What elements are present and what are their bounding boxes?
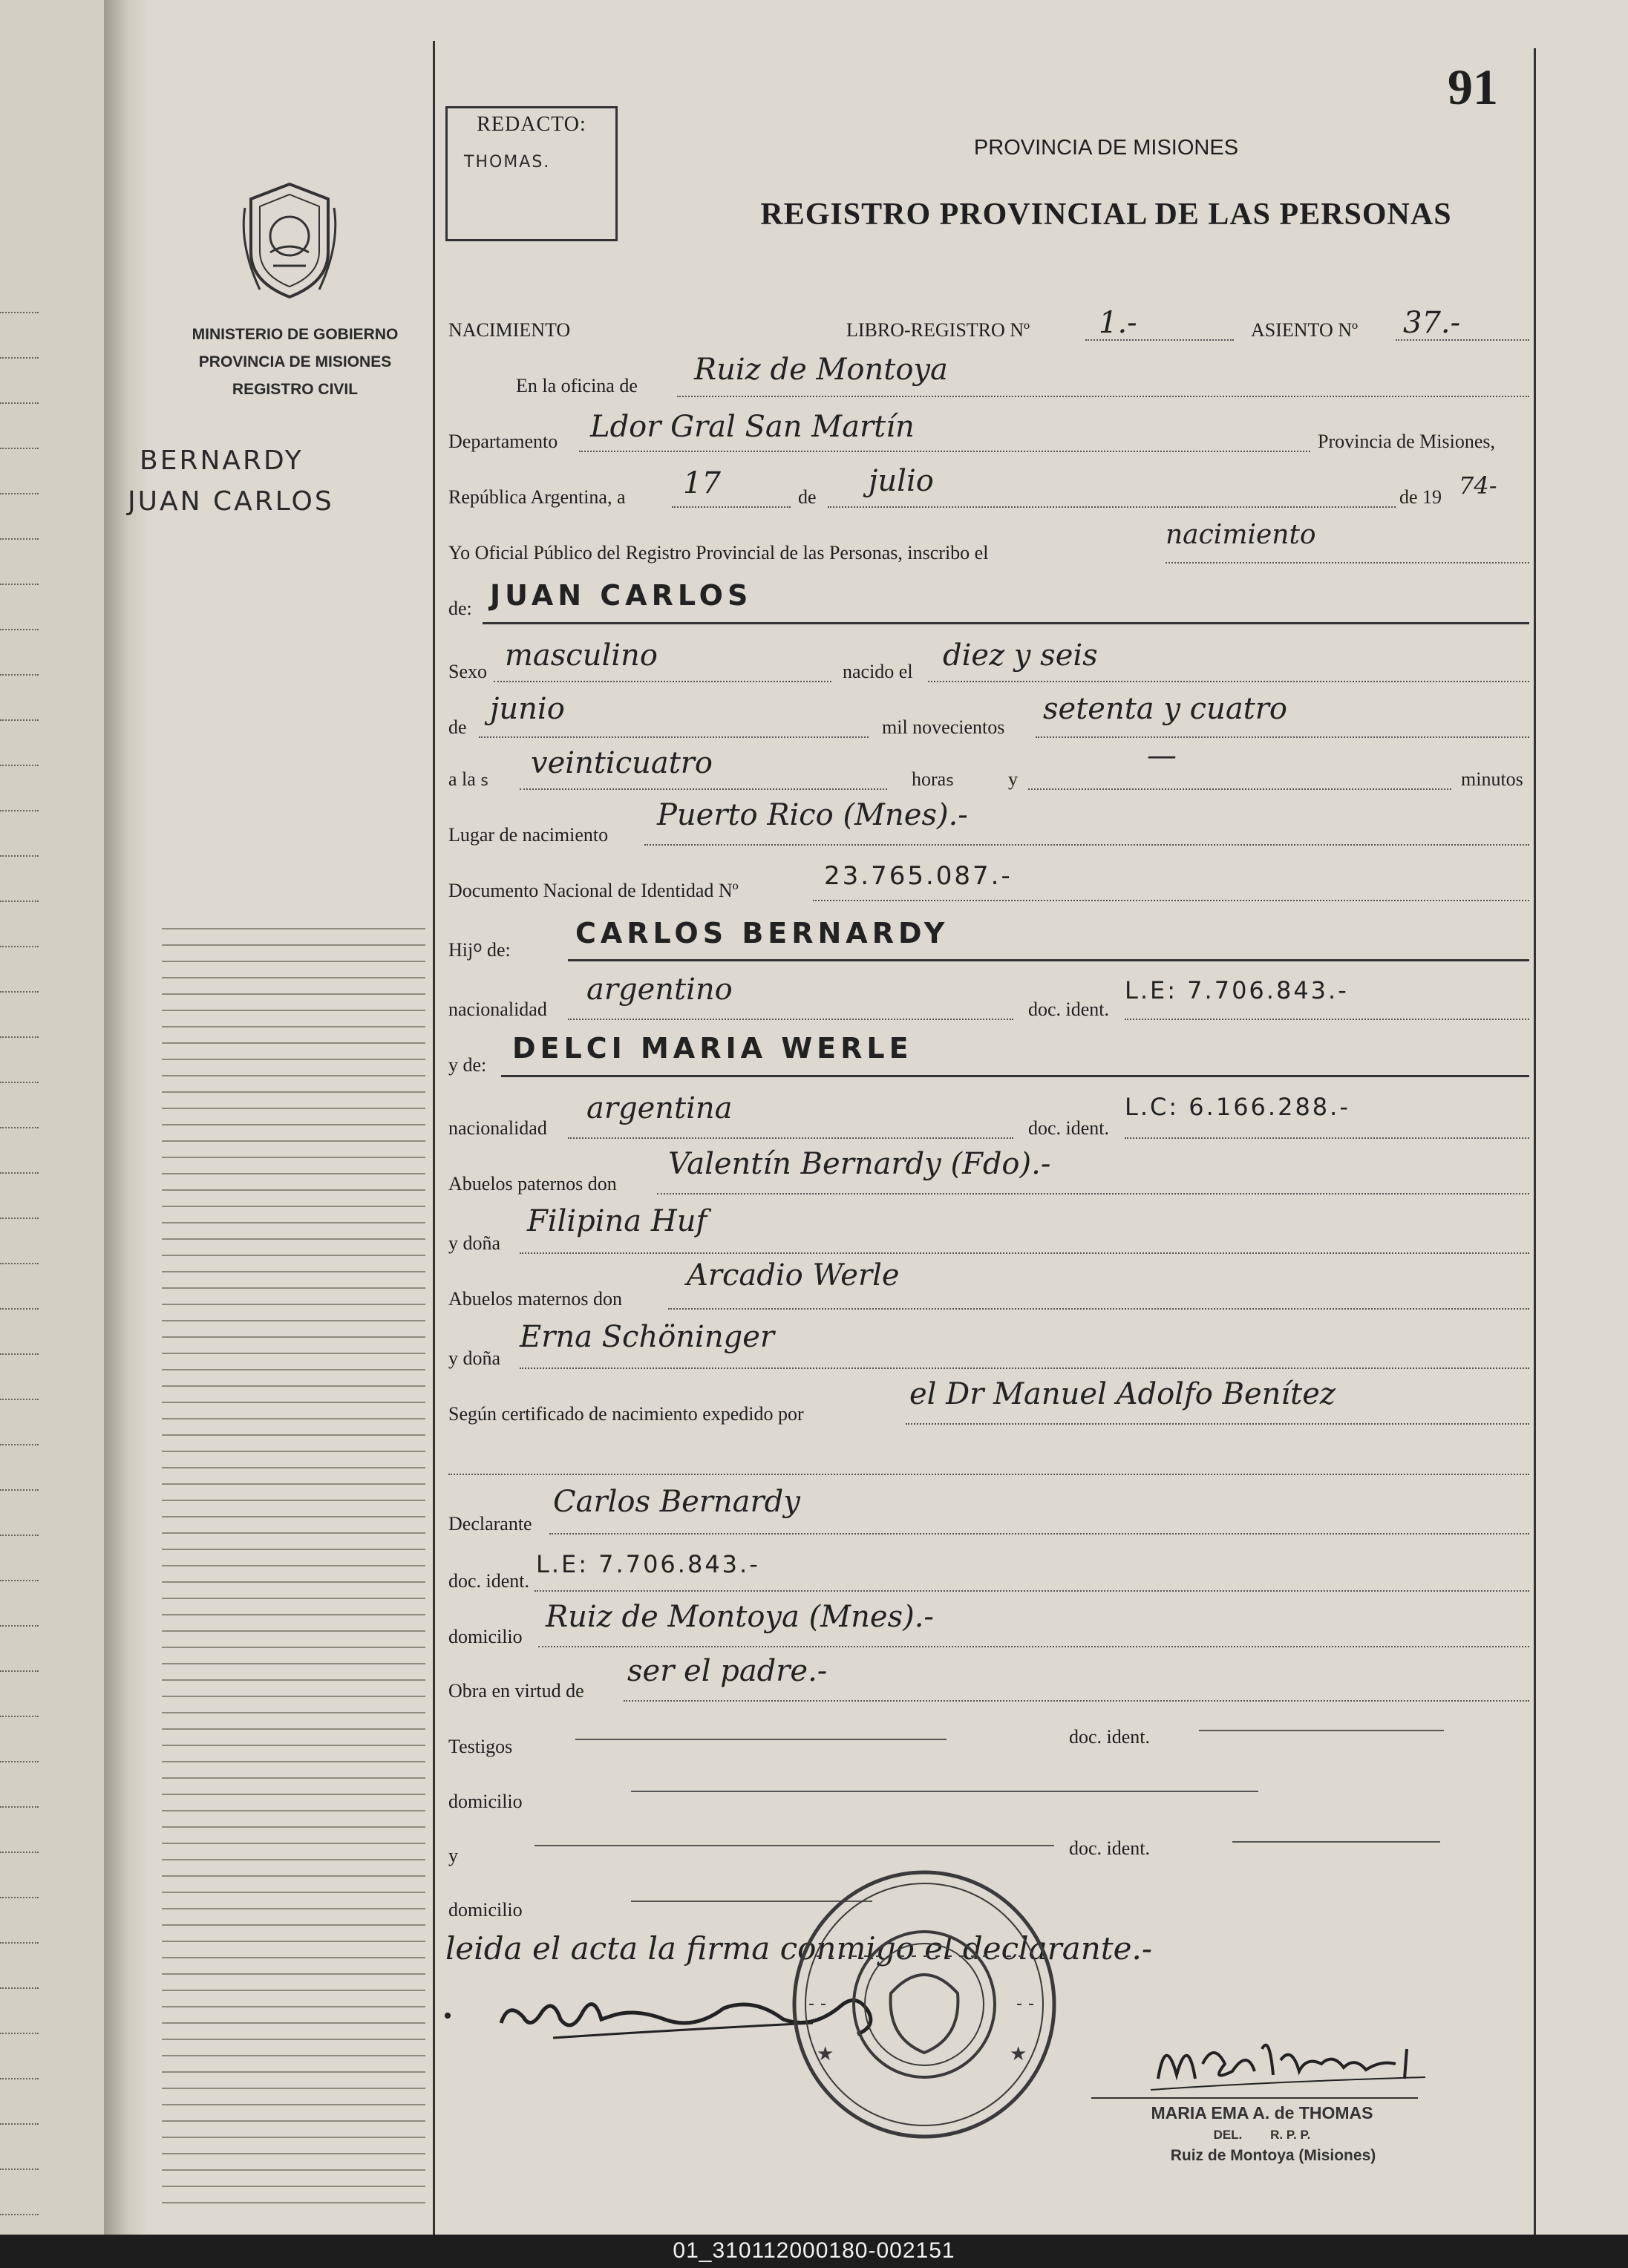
prev-page-dotted-line [0, 946, 39, 947]
madre-line [501, 1075, 1529, 1077]
ministry-line-2: PROVINCIA DE MISIONES [198, 353, 392, 370]
margin-ruled-line [162, 1843, 425, 1844]
dia-value: 17 [683, 466, 721, 500]
ab-pat-label: Abuelos paternos don [448, 1173, 617, 1195]
official-signature-line [1091, 2097, 1418, 2099]
mes-line [828, 506, 1396, 508]
margin-ruled-line [162, 2006, 425, 2007]
header-registry: REGISTRO PROVINCIAL DE LAS PERSONAS [760, 197, 1452, 232]
margin-ruled-line [162, 944, 425, 946]
y-label: y [1008, 768, 1018, 790]
nacido-label: nacido el [843, 661, 913, 682]
provincia-suffix: Provincia de Misiones, [1318, 431, 1496, 452]
padre-line [568, 959, 1529, 961]
de-label: de [798, 486, 817, 508]
prev-page-dotted-line [0, 1489, 39, 1491]
yde-label: y de: [448, 1054, 487, 1076]
cert-label: Según certificado de nacimiento expedido por [448, 1403, 804, 1425]
previous-page-edge [0, 0, 105, 2235]
nac-mes-line [479, 736, 869, 738]
prev-page-dotted-line [0, 1761, 39, 1762]
margin-ruled-line [162, 2186, 425, 2187]
prev-page-dotted-line [0, 991, 39, 993]
margin-ruled-line [162, 1892, 425, 1893]
prev-page-dotted-line [0, 765, 39, 766]
doc5-line [1232, 1841, 1440, 1843]
ministry-heading [160, 321, 431, 403]
obra-line [624, 1700, 1529, 1702]
margin-given-name: JUAN CARLOS [128, 486, 334, 517]
oficina-line [677, 396, 1529, 397]
departamento-line [579, 451, 1310, 452]
cert-line [906, 1423, 1529, 1425]
ab-pat-value: Valentín Bernardy (Fdo).- [668, 1147, 1051, 1181]
doc3-value: L.E: 7.706.843.- [536, 1550, 760, 1578]
margin-ruled-line [162, 2202, 425, 2203]
asiento-label: ASIENTO Nº [1251, 319, 1359, 341]
margin-ruled-line [162, 2104, 425, 2105]
sexo-label: Sexo [448, 661, 487, 682]
prev-page-dotted-line [0, 538, 39, 540]
margin-ruled-line [162, 1108, 425, 1109]
margin-ruled-line [162, 1059, 425, 1060]
margin-ruled-line [162, 1745, 425, 1746]
prev-page-dotted-line [0, 1172, 39, 1174]
form-left-border [433, 41, 435, 2235]
margin-surname: BERNARDY [140, 445, 304, 476]
prev-page-dotted-line [0, 402, 39, 404]
margin-ruled-line [162, 1026, 425, 1027]
dni-value: 23.765.087.- [824, 861, 1013, 891]
domicilio-label: domicilio [448, 1626, 523, 1647]
y2-label: y [448, 1845, 458, 1866]
margin-ruled-line [162, 1990, 425, 1991]
margin-ruled-line [162, 2039, 425, 2040]
doc4-line [1199, 1730, 1444, 1731]
mil-line [1036, 736, 1529, 738]
margin-ruled-line [162, 1973, 425, 1975]
margin-ruled-line [162, 1304, 425, 1305]
margin-ruled-line [162, 1320, 425, 1321]
ab-mat-line [668, 1308, 1529, 1310]
svg-text:★: ★ [817, 2043, 834, 2065]
margin-ruled-line [162, 1402, 425, 1403]
redacto-box [445, 106, 618, 241]
prev-page-dotted-line [0, 357, 39, 359]
margin-ruled-line [162, 1794, 425, 1795]
doc3-label: doc. ident. [448, 1570, 530, 1592]
margin-ruled-line [162, 1500, 425, 1501]
nac1-label: nacionalidad [448, 999, 547, 1020]
record-type: NACIMIENTO [448, 319, 571, 341]
header-province: PROVINCIA DE MISIONES [973, 136, 1239, 160]
alas-s: s [480, 771, 488, 789]
hij-text: Hij [448, 939, 474, 961]
inscribe-value: nacimiento [1166, 520, 1316, 550]
margin-ruled-line [162, 1712, 425, 1713]
margin-ruled-line [162, 1336, 425, 1338]
hora-line [520, 788, 887, 790]
inscribe-line [1166, 562, 1529, 563]
nac1-line [568, 1019, 1013, 1020]
margin-ruled-line [162, 1598, 425, 1599]
declarante-value: Carlos Bernardy [553, 1485, 800, 1519]
minutos-label: minutos [1461, 768, 1523, 790]
margin-ruled-line [162, 2071, 425, 2073]
doc4-label: doc. ident. [1069, 1726, 1151, 1748]
y2-line [535, 1845, 1054, 1846]
lugar-value: Puerto Rico (Mnes).- [657, 798, 968, 832]
prev-page-dotted-line [0, 1263, 39, 1264]
anio-label: de 19 [1399, 486, 1442, 508]
domicilio2-line [631, 1791, 1258, 1792]
hij-label [448, 938, 511, 961]
prev-page-dotted-line [0, 1580, 39, 1581]
ydona1-value: Filipina Huf [527, 1204, 707, 1238]
ab-pat-line [657, 1193, 1529, 1195]
nombre-value: JUAN CARLOS [490, 579, 753, 612]
margin-ruled-line [162, 1532, 425, 1534]
margin-ruled-line [162, 2137, 425, 2138]
doc1-line [1125, 1019, 1529, 1020]
margin-ruled-line [162, 1924, 425, 1926]
republica-label: República Argentina, a [448, 486, 626, 508]
official-office: Ruiz de Montoya (Misiones) [1170, 2147, 1376, 2164]
declarante-label: Declarante [448, 1513, 532, 1535]
ab-mat-label: Abuelos maternos don [448, 1288, 622, 1310]
nac2-value: argentina [586, 1091, 733, 1125]
margin-ruled-line [162, 1124, 425, 1125]
book-gutter [104, 0, 148, 2235]
horas-s: s [946, 771, 954, 789]
margin-ruled-line [162, 1157, 425, 1158]
prev-page-dotted-line [0, 1036, 39, 1038]
ydona2-label: y doña [448, 1347, 501, 1369]
asiento-value: 37.- [1403, 306, 1461, 340]
margin-ruled-line [162, 1271, 425, 1272]
margin-ruled-line [162, 2088, 425, 2089]
prev-page-dotted-line [0, 1308, 39, 1310]
hora-value: veinticuatro [531, 746, 713, 780]
domicilio3-label: domicilio [448, 1899, 523, 1921]
margin-ruled-line [162, 1614, 425, 1615]
testigos-label: Testigos [448, 1736, 513, 1757]
prev-page-dotted-line [0, 448, 39, 449]
nac-mes-label: de [448, 716, 467, 738]
prev-page-dotted-line [0, 1942, 39, 1944]
margin-ruled-line [162, 1728, 425, 1730]
margin-ruled-line [162, 1647, 425, 1648]
prev-page-dotted-line [0, 901, 39, 902]
margin-ruled-line [162, 1222, 425, 1223]
prev-page-dotted-line [0, 493, 39, 494]
prev-page-dotted-line [0, 1670, 39, 1672]
margin-ruled-line [162, 977, 425, 978]
margin-ruled-line [162, 2169, 425, 2171]
prev-page-dotted-line [0, 1852, 39, 1853]
margin-ruled-line [162, 993, 425, 995]
prev-page-dotted-line [0, 2214, 39, 2215]
margin-ruled-line [162, 1679, 425, 1681]
sexo-line [494, 681, 831, 682]
prev-page-dotted-line [0, 674, 39, 676]
domicilio-value: Ruiz de Montoya (Mnes).- [546, 1600, 934, 1634]
departamento-label: Departamento [448, 431, 558, 452]
prev-page-dotted-line [0, 1716, 39, 1717]
prev-page-dotted-line [0, 584, 39, 585]
minutos-line [1028, 788, 1451, 790]
dni-line [813, 900, 1529, 901]
margin-ruled-line [162, 2153, 425, 2154]
departamento-value: Ldor Gral San Martín [590, 410, 915, 444]
prev-page-dotted-line [0, 312, 39, 313]
anio-value: 74- [1459, 471, 1497, 500]
libro-value: 1.- [1099, 306, 1137, 340]
hij-de: de: [486, 939, 511, 961]
oficial-text: Yo Oficial Público del Registro Provincial de las Personas, inscribo el [448, 542, 989, 563]
ministry-line-3: REGISTRO CIVIL [232, 381, 359, 398]
nombre-label: de: [448, 598, 472, 619]
official-seal-icon [787, 1867, 1062, 2142]
horas-label [912, 768, 954, 791]
margin-ruled-line [162, 1581, 425, 1583]
domicilio2-label: domicilio [448, 1791, 523, 1812]
prev-page-dotted-line [0, 1444, 39, 1445]
min-value: — [1147, 739, 1177, 773]
prev-page-dotted-line [0, 1897, 39, 1898]
prev-page-dotted-line [0, 2169, 39, 2170]
margin-ruled-line [162, 1206, 425, 1207]
margin-ruled-line [162, 2055, 425, 2056]
svg-text:★: ★ [1010, 2043, 1027, 2065]
prev-page-dotted-line [0, 810, 39, 811]
margin-ruled-line [162, 1010, 425, 1011]
margin-ruled-line [162, 1451, 425, 1452]
doc2-line [1125, 1137, 1529, 1139]
nac1-value: argentino [586, 973, 733, 1007]
ydona2-line [520, 1367, 1529, 1369]
sexo-value: masculino [505, 638, 658, 673]
margin-ruled-line [162, 1516, 425, 1517]
margin-ruled-line [162, 1826, 425, 1828]
margin-ruled-line [162, 1418, 425, 1419]
cert-value: el Dr Manuel Adolfo Benítez [909, 1377, 1336, 1411]
form-right-border [1534, 48, 1536, 2242]
mil-label: mil novecientos [882, 716, 1005, 738]
margin-ruled-line [162, 1075, 425, 1076]
margin-ruled-line [162, 1565, 425, 1566]
nacido-value: diez y seis [943, 638, 1098, 673]
prev-page-dotted-line [0, 1987, 39, 1989]
prev-page-dotted-line [0, 1806, 39, 1808]
margin-ruled-line [162, 1353, 425, 1354]
official-signature [1143, 2019, 1433, 2101]
page-number: 91 [1448, 59, 1498, 115]
margin-ruled-line [162, 1369, 425, 1370]
margin-ruled-line [162, 1777, 425, 1779]
margin-ruled-line [162, 1467, 425, 1468]
margin-ruled-line [162, 1483, 425, 1485]
margin-ruled-line [162, 1549, 425, 1550]
ydona1-label: y doña [448, 1232, 501, 1254]
nacido-line [928, 681, 1529, 682]
prev-page-dotted-line [0, 1218, 39, 1219]
dia-line [672, 506, 791, 508]
ydona1-line [520, 1252, 1529, 1254]
margin-ruled-line [162, 1810, 425, 1811]
doc1-value: L.E: 7.706.843.- [1125, 976, 1349, 1004]
testigos-line [575, 1739, 947, 1740]
margin-ruled-line [162, 1255, 425, 1256]
margin-ruled-line [162, 1908, 425, 1909]
prev-page-dotted-line [0, 1625, 39, 1627]
margin-ruled-line [162, 1941, 425, 1942]
margin-ruled-line [162, 1663, 425, 1664]
horas-text: hora [912, 768, 947, 790]
margin-ruled-line [162, 1189, 425, 1191]
prev-page-dotted-line [0, 1353, 39, 1355]
prev-page-dotted-line [0, 1127, 39, 1128]
margin-ruled-line [162, 1091, 425, 1093]
province-emblem-icon [238, 178, 341, 304]
prev-page-dotted-line [0, 1535, 39, 1536]
ministry-line-1: MINISTERIO DE GOBIERNO [192, 326, 399, 343]
alas-label [448, 768, 488, 791]
margin-ruled-line [162, 1630, 425, 1632]
cert-line-2 [448, 1474, 1529, 1475]
margin-ruled-line [162, 1042, 425, 1044]
nac-mes-value: junio [490, 692, 565, 726]
margin-ruled-line [162, 1287, 425, 1289]
oficina-label: En la oficina de [516, 375, 638, 396]
prev-page-dotted-line [0, 2078, 39, 2079]
prev-page-dotted-line [0, 1399, 39, 1400]
prev-page-dotted-line [0, 1082, 39, 1083]
margin-ruled-line [162, 1957, 425, 1958]
prev-page-dotted-line [0, 855, 39, 857]
dni-label: Documento Nacional de Identidad Nº [448, 880, 739, 901]
margin-ruled-line [162, 2120, 425, 2122]
margin-ruled-line [162, 1761, 425, 1762]
nombre-line [483, 622, 1529, 624]
margin-ruled-line [162, 1434, 425, 1436]
doc2-label: doc. ident. [1028, 1117, 1110, 1139]
lugar-line [644, 844, 1529, 846]
madre-value: DELCI MARIA WERLE [512, 1032, 913, 1065]
obra-value: ser el padre.- [627, 1654, 828, 1688]
margin-ruled-line [162, 1696, 425, 1697]
margin-ruled-line [162, 1173, 425, 1174]
nac2-line [568, 1137, 1013, 1139]
margin-ruled-line [162, 961, 425, 962]
margin-ruled-line [162, 928, 425, 929]
doc3-line [535, 1590, 1529, 1592]
doc5-label: doc. ident. [1069, 1837, 1151, 1859]
redacto-label: REDACTO: [477, 113, 586, 136]
official-role: DEL. R. P. P. [1213, 2128, 1311, 2142]
libro-label: LIBRO-REGISTRO Nº [846, 319, 1030, 341]
obra-label: Obra en virtud de [448, 1680, 584, 1702]
alas-text: a la [448, 768, 476, 790]
margin-ruled-line [162, 1140, 425, 1142]
prev-page-dotted-line [0, 629, 39, 630]
prev-page-dotted-line [0, 2033, 39, 2034]
hij-suffix: o [473, 938, 483, 955]
doc1-label: doc. ident. [1028, 999, 1110, 1020]
lugar-label: Lugar de nacimiento [448, 824, 609, 846]
prev-page-dotted-line [0, 719, 39, 721]
margin-ruled-line [162, 1875, 425, 1877]
declarante-line [549, 1533, 1529, 1535]
scan-footer [0, 2235, 1628, 2268]
prev-page-dotted-line [0, 2123, 39, 2125]
margin-ruled-line [162, 1859, 425, 1860]
nac2-label: nacionalidad [448, 1117, 547, 1139]
mil-value: setenta y cuatro [1043, 692, 1287, 726]
margin-ruled-line [162, 1385, 425, 1387]
doc2-value: L.C: 6.166.288.- [1125, 1093, 1350, 1121]
margin-ruled-line [162, 1238, 425, 1240]
scan-id: 01_310112000180-002151 [673, 2238, 955, 2263]
official-name: MARIA EMA A. de THOMAS [1151, 2103, 1373, 2122]
ydona2-value: Erna Schöninger [520, 1320, 775, 1354]
padre-value: CARLOS BERNARDY [575, 917, 949, 950]
redacto-value: THOMAS. [464, 153, 551, 171]
oficina-value: Ruiz de Montoya [694, 353, 948, 387]
domicilio-line [538, 1646, 1529, 1647]
ab-mat-value: Arcadio Werle [687, 1258, 900, 1293]
margin-ruled-line [162, 2022, 425, 2024]
closing-statement: leida el acta la firma conmigo el declarante.- [445, 1930, 1153, 1967]
mes-value: julio [869, 464, 934, 498]
